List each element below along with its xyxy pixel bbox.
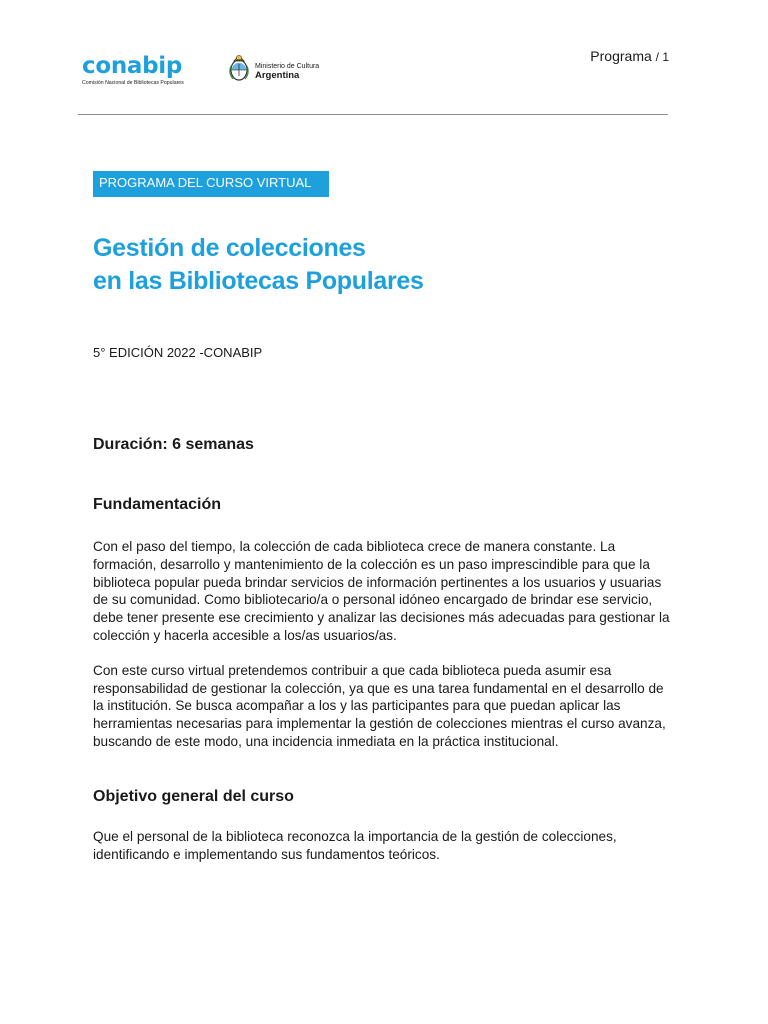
paragraph: Con este curso virtual pretendemos contribuir a que cada biblioteca pueda asumir esa responsabilidad de gestionar la colección, ya que es una tarea fundamental en el desarrollo de la institución. Se busca acompañar a los y las participantes para que puedan aplicar las herramientas necesarias para implementar la gestión de colecciones mientras el curso avanza, buscando de este modo, una incidencia inmediata en la práctica institucional. [93, 662, 666, 749]
duration-heading: Duración: 6 semanas [93, 436, 254, 453]
program-badge: PROGRAMA DEL CURSO VIRTUAL [93, 171, 329, 197]
course-title [93, 232, 673, 298]
ministry-country: Argentina [255, 69, 300, 81]
page-indicator [590, 48, 669, 64]
header-divider [78, 114, 668, 115]
ministry-logo [228, 53, 319, 88]
section-heading-fundamentacion: Fundamentación [93, 496, 222, 513]
edition-label: 5° EDICIÓN 2022 -CONABIP [93, 345, 263, 360]
conabip-logo-word: conabip [82, 53, 183, 79]
document-body [93, 171, 673, 863]
ministry-name: Ministerio de Cultura [255, 62, 320, 70]
paragraph: Con el paso del tiempo, la colección de cada biblioteca crece de manera constante. La formación, desarrollo y mantenimiento de la colección es un paso imprescindible para que la biblioteca popular pueda brindar servicios de información pertinentes a los usuarios y usuarias de su comunidad. Como bibliotecario/a o personal idóneo encargado de brindar ese servicio, debe tener presente ese crecimiento y analizar las decisiones más adecuadas para gestionar la colección y hacerla accesible a los/as usuarios/as. [93, 539, 670, 643]
page-number: / 1 [655, 50, 669, 64]
course-title-line-2: en las Bibliotecas Populares [93, 267, 424, 295]
page-label: Programa [590, 48, 652, 64]
section-heading-objetivo: Objetivo general del curso [93, 787, 294, 805]
page-header [0, 0, 768, 116]
paragraph: Que el personal de la biblioteca reconozca la importancia de la gestión de colecciones, identificando e implementando sus fundamentos teóricos. [93, 828, 617, 862]
conabip-logo-subtitle: Comisión Nacional de Bibliotecas Populares [82, 80, 184, 86]
argentina-coat-of-arms-icon [228, 53, 250, 88]
course-title-line-1: Gestión de colecciones [93, 234, 366, 262]
conabip-logo [82, 54, 184, 86]
